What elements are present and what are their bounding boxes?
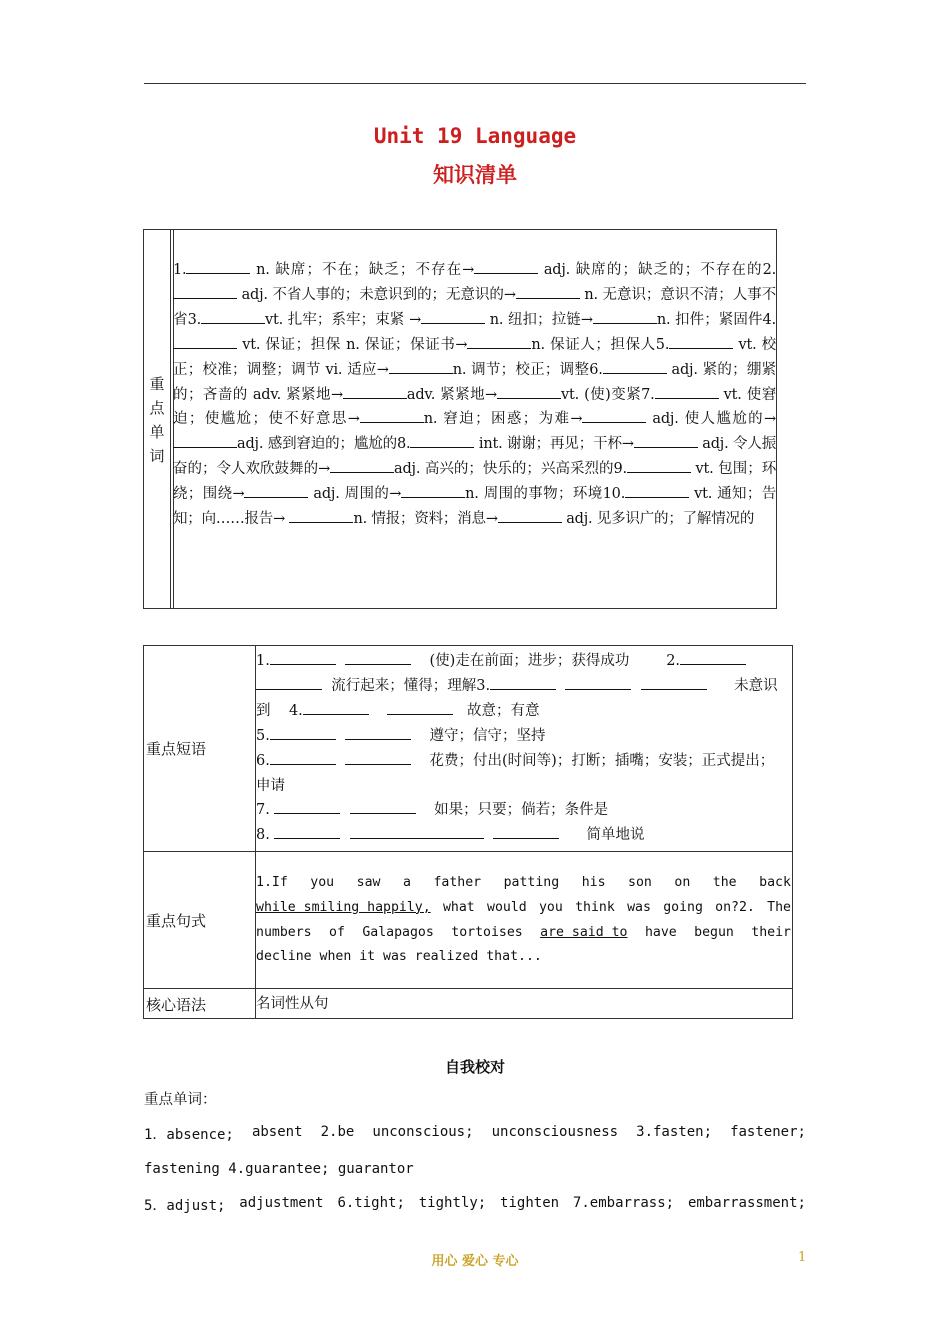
word: 2.be xyxy=(320,1124,355,1140)
word: on xyxy=(674,875,691,890)
word: saw xyxy=(356,875,381,890)
word: patting xyxy=(503,875,560,890)
sentence-line xyxy=(256,871,791,896)
footer-motto: 用心 爱心 专心 xyxy=(431,1254,519,1269)
phrase-line: 7. 如果；只要；倘若；条件是 xyxy=(256,798,791,823)
vocab-blank[interactable] xyxy=(421,309,485,324)
vocab-segment: n. 情报；资料；消息→ xyxy=(353,511,498,528)
vocab-segment: n. 周围的事物；环境10. xyxy=(465,486,626,503)
word: the xyxy=(712,875,737,890)
phrase-line: 1. (使)走在前面；进步；获得成功 2. xyxy=(256,649,791,674)
vocab-label-cell xyxy=(144,230,171,608)
word: unconscious; xyxy=(372,1124,474,1140)
underlined-phrase: are said to xyxy=(540,924,628,940)
phrases-list xyxy=(256,649,791,848)
word: father xyxy=(433,875,482,890)
blank[interactable] xyxy=(256,675,322,690)
answer-line xyxy=(144,1195,806,1215)
blank[interactable] xyxy=(565,675,631,690)
vocab-segment: vt. 校正；校准；调整；调节 vi. 适应→ xyxy=(173,336,776,378)
word: son xyxy=(628,875,652,890)
word: on?2. xyxy=(715,899,755,915)
phrase-line: 流行起来；懂得；理解3. 未意识 xyxy=(256,674,791,699)
blank[interactable] xyxy=(345,750,411,765)
vocab-segment: vt. 扎牢；系牢；束紧 → xyxy=(265,311,422,328)
vocab-blank[interactable] xyxy=(593,309,657,324)
answer-section-label: 重点单词： xyxy=(144,1092,217,1108)
vocab-segment: n. 扣件；紧固件4. xyxy=(656,311,776,328)
blank[interactable] xyxy=(270,750,336,765)
phrase-line: 8. 简单地说 xyxy=(256,823,791,848)
blank[interactable] xyxy=(350,824,484,839)
word: 3.fasten; xyxy=(636,1124,712,1140)
grammar-value: 名词性从句 xyxy=(256,996,329,1012)
row-divider xyxy=(144,988,792,989)
vocab-segment: vt. (使)变紧7. xyxy=(560,386,655,403)
vocab-blank[interactable] xyxy=(173,433,237,448)
word: tortoises xyxy=(451,924,523,940)
vocab-blank[interactable] xyxy=(330,458,394,473)
phrase-table xyxy=(143,645,793,1019)
vocab-segment: n. 纽扣；拉链→ xyxy=(485,311,593,328)
blank[interactable] xyxy=(350,799,416,814)
phrases-label: 重点短语 xyxy=(146,740,207,758)
blank[interactable] xyxy=(490,675,556,690)
phrase-line: 申请 xyxy=(256,777,285,794)
blank[interactable] xyxy=(270,725,336,740)
vocab-segment: adj. 紧的；绷紧的；吝啬的 adv. 紧紧地→ xyxy=(173,361,776,403)
vocab-blank[interactable] xyxy=(360,408,424,423)
word: a xyxy=(402,875,411,890)
vocab-segment: n. 缺席；不在；缺乏；不存在→ xyxy=(250,262,475,278)
blank[interactable] xyxy=(345,650,411,665)
vocab-label: 重 点 单 词 xyxy=(149,375,165,465)
word: The xyxy=(767,899,791,915)
vocab-segment: adj. 见多识广的；了解情况的 xyxy=(561,511,755,528)
vocab-segment: adj. 不省人事的；未意识到的；无意识的→ xyxy=(237,286,516,303)
phrase-line: 5. 遵守；信守；坚持 xyxy=(256,724,791,749)
blank[interactable] xyxy=(303,700,369,715)
vocab-blank[interactable] xyxy=(516,284,580,299)
vocab-segment: n. 保证人；担保人5. xyxy=(531,336,670,353)
blank[interactable] xyxy=(387,700,453,715)
word: 7.embarrass; xyxy=(572,1195,675,1211)
blank[interactable] xyxy=(345,725,411,740)
vocab-segment: 1. xyxy=(173,262,187,278)
sentence-line: decline when it was realized that... xyxy=(256,949,542,965)
word: you xyxy=(538,899,563,915)
sentence-line xyxy=(256,896,791,921)
vocab-blank[interactable] xyxy=(627,458,691,473)
word: Galapagos xyxy=(362,924,434,940)
word: embarrassment; xyxy=(687,1195,806,1211)
self-check-title: 自我校对 xyxy=(444,1058,505,1076)
word: absent xyxy=(251,1124,303,1140)
word: have xyxy=(644,924,677,940)
word: going xyxy=(663,899,703,915)
word: of xyxy=(329,924,345,940)
blank[interactable] xyxy=(493,824,559,839)
blank[interactable] xyxy=(641,675,707,690)
sentence-text xyxy=(256,871,791,970)
vocab-blank[interactable] xyxy=(582,408,646,423)
header-rule xyxy=(144,83,806,84)
grammar-label: 核心语法 xyxy=(146,996,207,1014)
word: tighten xyxy=(500,1195,560,1211)
sentence-line xyxy=(256,921,791,946)
vocab-segment: adj. 感到窘迫的；尴尬的8. xyxy=(237,436,411,453)
vocab-blank[interactable] xyxy=(634,433,698,448)
vocab-segment: n. 调节；校正；调整6. xyxy=(452,361,603,378)
phrase-line: 6. 花费；付出(时间等)；打断；插嘴；安装；正式提出； xyxy=(256,749,791,774)
word: 1.If xyxy=(256,875,288,890)
word: their xyxy=(751,924,791,940)
vocab-segment: vt. 使窘迫；使尴尬；使不好意思→ xyxy=(173,386,776,428)
word: would xyxy=(487,899,527,915)
phrase-line: 到 4. 故意；有意 xyxy=(256,699,791,724)
vocab-blank[interactable] xyxy=(467,334,531,349)
word: back xyxy=(759,875,791,890)
blank[interactable] xyxy=(274,824,340,839)
vocab-blank[interactable] xyxy=(173,334,237,349)
vocab-segment: adj. 高兴的；快乐的；兴高采烈的9. xyxy=(394,461,627,478)
blank[interactable] xyxy=(680,650,746,665)
blank[interactable] xyxy=(274,799,340,814)
row-divider xyxy=(144,851,792,852)
page-subtitle: 知识清单 xyxy=(433,163,517,187)
vocab-segment: vt. 保证；担保 n. 保证；保证书→ xyxy=(237,336,468,353)
vocab-blank[interactable] xyxy=(474,259,538,274)
underlined-phrase: while smiling happily, xyxy=(256,899,431,915)
vocab-segment: adj. 使人尴尬的→ xyxy=(646,411,777,428)
vocab-segment: int. 谢谢；再见；干杯→ xyxy=(474,436,634,453)
vocab-blank[interactable] xyxy=(401,483,465,498)
word: adjustment xyxy=(239,1195,324,1211)
vocab-segment: n. 窘迫；困惑；为难→ xyxy=(423,411,583,428)
vocab-blank[interactable] xyxy=(410,433,474,448)
page-title: Unit 19 Language xyxy=(373,124,577,148)
vocab-blank[interactable] xyxy=(173,284,237,299)
word: was xyxy=(627,899,651,915)
vocab-segment: n. 无意识；意识不清；人事不省3. xyxy=(173,286,776,328)
vocab-text xyxy=(173,258,776,532)
vocab-blank[interactable] xyxy=(201,309,265,324)
vocab-blank[interactable] xyxy=(625,483,689,498)
vocab-segment: adj. 周围的→ xyxy=(308,486,402,503)
answer-line: fastening 4.guarantee; guarantor xyxy=(144,1161,414,1177)
word: 1．absence; xyxy=(144,1127,234,1143)
answer-line xyxy=(144,1124,806,1144)
vocab-blank[interactable] xyxy=(497,384,561,399)
blank[interactable] xyxy=(270,650,336,665)
vocab-table xyxy=(143,229,777,609)
vocab-segment: adv. 紧紧地→ xyxy=(406,386,497,403)
word: think xyxy=(575,899,615,915)
word: unconsciousness xyxy=(491,1124,619,1140)
word: tightly; xyxy=(418,1195,487,1211)
vocab-blank[interactable] xyxy=(343,384,407,399)
vocab-blank[interactable] xyxy=(655,384,719,399)
word: you xyxy=(310,875,335,890)
vocab-segment: adj. 令人振奋的；令人欢欣鼓舞的→ xyxy=(173,436,777,478)
word: 6.tight; xyxy=(337,1195,405,1211)
word: numbers xyxy=(256,924,312,940)
page-number: 1 xyxy=(798,1250,807,1265)
vocab-segment: adj. 缺席的；缺乏的；不存在的2. xyxy=(538,262,776,278)
vocab-blank[interactable] xyxy=(244,483,308,498)
word: what xyxy=(442,899,475,915)
word: his xyxy=(581,875,606,890)
vocab-blank[interactable] xyxy=(289,508,353,523)
vocab-segment: vt. 包围；环绕；围绕→ xyxy=(173,461,777,503)
vocab-blank[interactable] xyxy=(669,334,733,349)
word: fastener; xyxy=(730,1124,806,1140)
vocab-blank[interactable] xyxy=(498,508,562,523)
sentences-label: 重点句式 xyxy=(146,912,207,930)
vocab-segment: vt. 通知；告知；向……报告→ xyxy=(173,486,776,528)
vocab-blank[interactable] xyxy=(389,359,453,374)
vocab-blank[interactable] xyxy=(186,259,250,274)
word: 5．adjust; xyxy=(144,1198,226,1214)
word: begun xyxy=(694,924,734,940)
vocab-blank[interactable] xyxy=(603,359,667,374)
